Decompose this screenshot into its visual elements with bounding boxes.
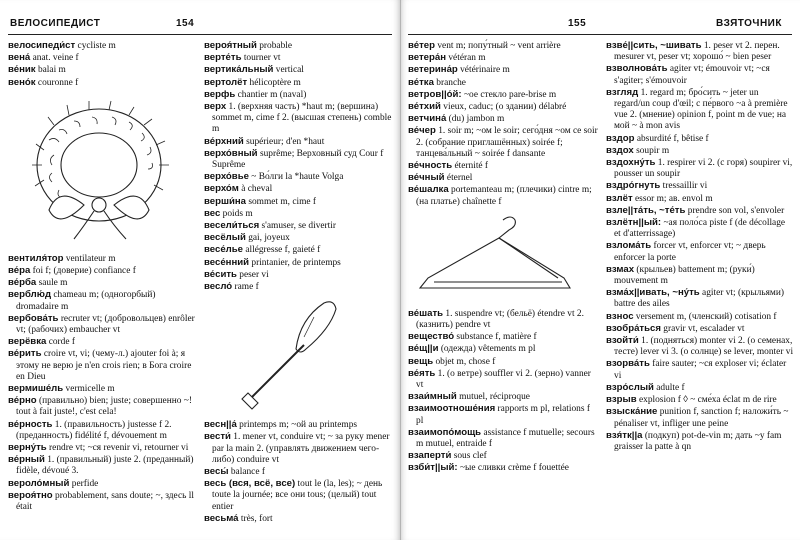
dictionary-entry	[8, 490, 196, 513]
dictionary-entry	[8, 52, 196, 64]
entry-headword: весели́ться	[204, 220, 260, 232]
dictionary-entry	[606, 133, 794, 145]
entry-headword: взмах	[606, 263, 635, 275]
entry-definition: portemanteau m; (плечики) cintre m; (на платье) chaînette f	[416, 185, 592, 207]
entry-definition: prendre son vol, s'envoler	[685, 205, 785, 216]
entry-headword: ве́шать	[408, 307, 444, 319]
entry-headword: взле||та́ть, ~те́ть	[606, 204, 686, 216]
dictionary-entry	[8, 348, 196, 383]
entry-headword: верхо́вный	[204, 147, 258, 159]
column-left-2	[204, 40, 394, 525]
dictionary-entry	[8, 289, 196, 312]
wreath-illustration	[14, 95, 194, 245]
dictionary-entry	[606, 264, 794, 287]
entry-definition: printanier, de printemps	[249, 257, 341, 268]
dictionary-entry	[8, 40, 196, 52]
entry-definition: couronne f	[35, 77, 79, 88]
dictionary-entry	[606, 406, 794, 429]
dictionary-entry	[408, 403, 598, 426]
dictionary-entry	[204, 269, 394, 281]
dictionary-entry	[204, 40, 394, 52]
entry-definition: tout le (la, les); ~ день toute la journée; все они tous; (целый) tout entier	[212, 479, 383, 512]
dictionary-entry	[8, 64, 196, 76]
entry-definition: ventilateur m	[63, 253, 116, 264]
page-number-right: 155	[568, 18, 587, 29]
entries-top	[408, 40, 598, 208]
entry-headword: взлома́ть	[606, 240, 652, 252]
dictionary-entry	[204, 257, 394, 269]
right-page	[400, 0, 800, 540]
dictionary-entry	[408, 113, 598, 125]
entry-headword: вздор	[606, 132, 635, 144]
entry-definition: 1. soir m; ~ом le soir; сего́дня ~ом ce soir 2. (собрание приглашённых) soirée f; танцева́льный ~ soirée f dansante	[416, 126, 598, 159]
entry-headword: весе́лье	[204, 244, 243, 256]
entry-headword: вертика́льный	[204, 64, 274, 76]
dictionary-entry	[8, 395, 196, 418]
entry-headword: взма́х||ивать, ~ну́ть	[606, 287, 700, 299]
entry-definition: printemps m; ~ой au printemps	[236, 420, 358, 431]
entry-definition: rendre vt; ~ся revenir vi, retourner vi	[46, 443, 189, 454]
entry-definition: ~ Во́лги la *haute Volga	[248, 172, 344, 183]
entry-headword: верх	[204, 101, 227, 113]
dictionary-entry	[204, 513, 394, 525]
entry-headword: верну́ть	[8, 442, 47, 454]
entry-headword: ве́рба	[8, 277, 37, 289]
header-rule	[408, 34, 792, 35]
dictionary-entry	[8, 442, 196, 454]
entry-headword: взаперти́	[408, 450, 452, 462]
dictionary-entry	[204, 244, 394, 256]
entry-definition: très, fort	[238, 513, 273, 524]
entry-headword: ве́тер	[408, 40, 436, 51]
dictionary-entry	[606, 157, 794, 180]
dictionary-entry	[408, 172, 598, 184]
dictionary-entry	[408, 308, 598, 331]
hanger-illustration	[408, 212, 588, 302]
entry-headword: взя́тк||а	[606, 429, 643, 441]
entry-definition: sommet m, cime f	[246, 196, 317, 207]
dictionary-entry	[408, 368, 598, 391]
dictionary-entry	[204, 136, 394, 148]
entry-headword: ве́шалка	[408, 184, 449, 196]
entry-headword: взби́т||ый:	[408, 462, 458, 474]
entry-headword: вено́к	[8, 76, 36, 88]
entry-headword: взойти́	[606, 335, 639, 347]
dictionary-entry	[204, 196, 394, 208]
entry-definition: ~ые сливки crème f fouettée	[457, 463, 569, 474]
dictionary-entry	[408, 462, 598, 474]
dictionary-entry	[408, 77, 598, 89]
entry-headword: верёвка	[8, 336, 47, 348]
entry-headword: весло́	[204, 281, 233, 293]
entry-definition: soupir m	[633, 145, 670, 156]
entry-definition: branche	[433, 77, 466, 88]
entry-headword: весы́	[204, 466, 229, 478]
entries-top	[204, 40, 394, 293]
entry-definition: vétéran m	[446, 53, 486, 64]
dictionary-entry	[204, 220, 394, 232]
entry-headword: ве́рить	[8, 348, 42, 360]
entry-definition: éternité f	[452, 161, 489, 172]
entry-headword: велосипеди́ст	[8, 40, 76, 51]
dictionary-entry	[8, 313, 196, 336]
dictionary-entry	[408, 184, 598, 207]
entry-definition: croire vt, vi; (чему-л.) ajouter foi à; я этому не верю je n'en crois rien; в Бога croire en Dieu	[16, 349, 192, 382]
dictionary-entry	[204, 101, 394, 136]
dictionary-entry	[606, 217, 794, 240]
entry-definition: rapports m pl, relations f pl	[416, 404, 590, 426]
entry-headword: ве́сить	[204, 268, 237, 280]
dictionary-entry	[606, 180, 794, 192]
entries-bottom	[408, 308, 598, 475]
dictionary-entry	[204, 419, 394, 431]
dictionary-entry	[606, 394, 794, 406]
entry-definition: 1. (подняться) monter vi 2. (о семенах, тесте) lever vi 3. (о солнце) se lever, monter vi	[614, 336, 794, 358]
entry-definition: corde f	[46, 337, 75, 348]
entry-definition: mutuel, réciproque	[456, 392, 530, 403]
oar-illustration	[204, 297, 384, 415]
dictionary-entry	[408, 125, 598, 160]
entry-headword: вермише́ль	[8, 383, 64, 395]
entry-definition: 1. regard m; бро́сить ~ jeter un regard/un coup d'œil; с пе́рвого ~а à première vue 2. (мнение) opinion f, point m de vue; на мой ~ à mon avis	[614, 87, 788, 132]
dictionary-entry	[8, 336, 196, 348]
entry-headword: вероло́мный	[8, 477, 70, 489]
entry-headword: взлёт	[606, 192, 633, 204]
column-right-2	[606, 40, 794, 453]
dictionary-entry	[408, 391, 598, 403]
entry-definition: allégresse f, gaieté f	[242, 245, 321, 256]
entry-definition: à cheval	[238, 184, 273, 195]
header-rule	[8, 34, 392, 35]
entry-headword: взобра́ться	[606, 322, 661, 334]
dictionary-entry	[408, 40, 598, 52]
page-number-left: 154	[176, 18, 195, 29]
entry-definition: 1. peser vt 2. перен. mesurer vt, peser vt; хорошо́ ~ bien peser	[614, 41, 780, 63]
dictionary-entry	[408, 427, 598, 450]
entry-headword: взро́слый	[606, 381, 654, 393]
entry-definition: vieux, caduc; (о здании) délabré	[440, 102, 567, 113]
entry-definition: 1. (верхняя часть) *haut m; (вершина) sommet m, cime f 2. (высшая степень) comble m	[212, 102, 392, 135]
entry-definition: éternel	[444, 173, 473, 184]
dictionary-entry	[408, 450, 598, 462]
entry-definition: agiter vt; émouvoir vt; ~ся s'agiter; s'émouvoir	[614, 64, 770, 86]
entry-definition: anat. veine f	[30, 53, 79, 64]
entry-definition: probable	[256, 41, 293, 51]
entry-definition: s'amuser, se divertir	[259, 221, 336, 232]
entry-definition: chantier m (naval)	[235, 89, 307, 100]
dictionary-entry	[606, 323, 794, 335]
dictionary-entry	[204, 52, 394, 64]
entry-headword: верблю́д	[8, 289, 52, 301]
entry-headword: взорва́ть	[606, 358, 650, 370]
dictionary-entry	[204, 183, 394, 195]
entry-definition: versement m, (членский) cotisation f	[633, 311, 777, 322]
entry-definition: hélicoptère m	[247, 77, 301, 88]
entry-headword: ве́ять	[408, 367, 436, 379]
entry-definition: assistance f mutuelle; secours m mutuel, entraide f	[416, 427, 595, 450]
dictionary-entry	[204, 232, 394, 244]
entry-definition: gai, joyeux	[245, 233, 290, 244]
entry-headword: ве́тка	[408, 76, 434, 88]
entry-headword: ве́ник	[8, 64, 36, 76]
entry-definition: rame f	[232, 282, 259, 293]
entry-definition: cycliste m	[75, 41, 116, 51]
entry-definition: adulte f	[653, 382, 685, 393]
entry-headword: вербова́ть	[8, 312, 59, 324]
dictionary-entry	[408, 52, 598, 64]
entry-definition: poids m	[220, 208, 253, 219]
dictionary-entry	[408, 89, 598, 101]
dictionary-entry	[8, 77, 196, 89]
entry-definition: chameau m; (одногорбый) dromadaire m	[16, 290, 156, 312]
entry-definition: (одежда) vêtements m pl	[438, 344, 536, 355]
dictionary-entry	[8, 265, 196, 277]
dictionary-entry	[606, 240, 794, 263]
dictionary-entry	[606, 335, 794, 358]
entry-headword: ветров||о́й:	[408, 88, 462, 100]
column-left-1	[8, 40, 196, 513]
dictionary-entry	[204, 89, 394, 101]
entry-definition: faire sauter; ~ся exploser vi; éclater vi	[614, 359, 787, 381]
dictionary-entry	[606, 193, 794, 205]
entry-definition: essor m; ав. envol m	[632, 193, 713, 204]
entries-bottom	[8, 253, 196, 513]
entry-headword: ве́чность	[408, 160, 453, 172]
entry-headword: вещь	[408, 355, 434, 367]
entry-headword: весёлый	[204, 232, 246, 244]
entry-definition: perfide	[69, 478, 99, 489]
entry-definition: vertical	[273, 65, 304, 76]
entry-headword: ве́ра	[8, 265, 31, 277]
running-head-left: ВЕЛОСИПЕДИСТ	[10, 18, 101, 29]
entry-definition: supérieur; d'en *haut	[243, 136, 325, 147]
entry-definition: gravir vt, escalader vt	[660, 323, 745, 334]
dictionary-entry	[204, 64, 394, 76]
entry-headword: ве́чный	[408, 172, 445, 184]
dictionary-entry	[606, 287, 794, 310]
entry-definition: (крыльев) battement m; (руки́) mouvement m	[614, 264, 755, 287]
entry-definition: 1. suspendre vt; (бельё) étendre vt 2. (казнить) pendre vt	[416, 308, 584, 331]
entry-definition: ~ое стекло pare-brise m	[461, 89, 557, 100]
entry-headword: верхо́вье	[204, 171, 249, 183]
entry-definition: substance f, matière f	[454, 332, 537, 343]
entry-headword: ве́тхий	[408, 101, 441, 113]
dictionary-entry	[408, 101, 598, 113]
dictionary-entry	[606, 205, 794, 217]
entry-headword: взнос	[606, 310, 634, 322]
dictionary-entry	[8, 478, 196, 490]
entries-top	[8, 40, 196, 89]
entries-bottom	[204, 419, 394, 525]
entry-definition: punition f, sanction f; наложи́ть ~ pénaliser vt, infliger une peine	[614, 407, 789, 429]
entry-definition: foi f; (доверие) confiance f	[30, 266, 136, 277]
dictionary-entry	[408, 343, 598, 355]
running-head-right: ВЗЯТОЧНИК	[716, 18, 782, 29]
entry-definition: recruter vt; (добровольцев) enrôler vt; (рабочих) embaucher vt	[16, 313, 195, 336]
entry-headword: взгляд	[606, 86, 639, 98]
dictionary-entry	[204, 171, 394, 183]
entry-definition: 1. respirer vi 2. (с горя) soupirer vi, pousser un soupir	[614, 158, 793, 180]
entry-headword: ве́чер	[408, 125, 436, 137]
entry-headword: вена́	[8, 52, 31, 64]
entry-definition: ~ая поло́са piste f (de décollage et d'atterrissage)	[614, 218, 786, 240]
entry-headword: взве́||сить, ~шивать	[606, 40, 702, 51]
dictionary-entry	[606, 358, 794, 381]
entry-definition: forcer vt, enforcer vt; ~ дверь enforcer la porte	[614, 241, 766, 263]
dictionary-entry	[606, 311, 794, 323]
entry-headword: верши́на	[204, 195, 246, 207]
dictionary-entry	[8, 454, 196, 477]
entry-definition: 1. (правильный) juste 2. (преданный) fidèle, dévoué 3.	[16, 455, 194, 477]
entry-headword: весь (вся, всё, все)	[204, 478, 296, 490]
dictionary-entry	[204, 431, 394, 466]
entry-headword: вздохну́ть	[606, 157, 656, 169]
entry-headword: вероя́тно	[8, 489, 53, 501]
dictionary-entry	[606, 382, 794, 394]
entry-definition: (правильно) bien; juste; совершенно ~! tout à fait juste!, c'est cela!	[16, 396, 192, 418]
entry-headword: взаи́мный	[408, 391, 457, 403]
entry-definition: explosion f ◊ ~ сме́ха éclat m de rire	[636, 395, 777, 406]
entry-definition: tressaillir vi	[660, 181, 708, 192]
entry-headword: вести́	[204, 431, 231, 443]
entry-definition: vermicelle m	[63, 384, 115, 395]
entry-definition: tourner vt	[241, 53, 281, 64]
entry-definition: sous clef	[451, 451, 487, 462]
dictionary-entry	[606, 63, 794, 86]
entry-headword: вздох	[606, 144, 634, 156]
dictionary-entry	[204, 148, 394, 171]
dictionary-entry	[8, 383, 196, 395]
entry-definition: vent m; попу́тный ~ vent arrière	[435, 41, 561, 51]
entry-headword: взрыв	[606, 394, 637, 406]
entry-definition: vétérinaire m	[457, 65, 510, 76]
dictionary-entry	[606, 145, 794, 157]
entry-headword: ве́рность	[8, 418, 53, 430]
entry-headword: весн||а́	[204, 419, 237, 431]
entry-headword: верхо́м	[204, 183, 239, 195]
dictionary-entry	[204, 208, 394, 220]
entry-definition: peser vi	[236, 269, 269, 280]
entry-headword: весьма́	[204, 512, 239, 524]
dictionary-entry	[606, 87, 794, 133]
dictionary-entry	[408, 331, 598, 343]
entry-definition: probablement, sans doute; ~, здесь ll était	[16, 490, 194, 513]
entry-headword: ветера́н	[408, 52, 447, 64]
entry-headword: ветчина́	[408, 113, 447, 125]
entry-headword: вес	[204, 207, 221, 219]
entry-headword: вещество́	[408, 331, 455, 343]
dictionary-entry	[204, 466, 394, 478]
dictionary-entry	[204, 77, 394, 89]
entry-definition: suprême; Верховный суд Cour f Suprême	[212, 148, 384, 171]
entry-headword: верфь	[204, 88, 236, 100]
entry-headword: вероя́тный	[204, 40, 257, 51]
entry-headword: взлётн||ый:	[606, 217, 662, 229]
dictionary-entry	[204, 281, 394, 293]
entry-headword: взволнова́ть	[606, 63, 668, 75]
entry-definition: 1. mener vt, conduire vt; ~ за руку mener par la main 2. (управлять движением чего-либо) conduire vt	[212, 432, 390, 465]
entry-headword: вздро́гнуть	[606, 180, 661, 192]
dictionary-entry	[408, 160, 598, 172]
entry-definition: agiter vt; (крыльями) battre des ailes	[614, 288, 784, 310]
dictionary-entry	[606, 430, 794, 453]
entry-definition: 1. (о ветре) souffler vi 2. (зерно) vanner vt	[416, 368, 591, 391]
entry-definition: (подкуп) pot-de-vin m; дать ~у fam graisser la patte à qn	[614, 430, 782, 452]
column-right-1	[408, 40, 598, 475]
entry-definition: absurdité f, bêtise f	[634, 133, 709, 144]
entry-definition: objet m, chose f	[433, 356, 496, 367]
dictionary-entry	[606, 40, 794, 63]
entry-definition: saule m	[36, 278, 68, 289]
dictionary-entry	[408, 356, 598, 368]
entry-headword: взыска́ние	[606, 406, 658, 418]
entry-headword: вентиля́тор	[8, 252, 64, 264]
dictionary-entry	[408, 64, 598, 76]
entry-headword: ве́рхний	[204, 135, 244, 147]
entry-headword: взаимопо́мощь	[408, 426, 482, 438]
entry-headword: вертолёт	[204, 76, 248, 88]
entry-headword: ве́щ||и	[408, 343, 439, 355]
entry-headword: ве́рно	[8, 395, 37, 407]
dictionary-entry	[8, 253, 196, 265]
entry-headword: верте́ть	[204, 52, 242, 64]
entry-headword: ве́рный	[8, 454, 45, 466]
dictionary-entry	[8, 277, 196, 289]
entry-definition: balai m	[35, 65, 66, 76]
entry-definition: balance f	[228, 467, 265, 478]
entry-headword: весе́нний	[204, 256, 250, 268]
entry-definition: (du) jambon m	[446, 114, 505, 125]
dictionary-entry	[204, 478, 394, 513]
entry-definition: 1. (правильность) justesse f 2. (преданность) fidélité f, dévouement m	[16, 419, 172, 441]
entry-headword: ветерина́р	[408, 64, 458, 76]
dictionary-entry	[8, 419, 196, 442]
entry-headword: взаимоотноше́ния	[408, 403, 496, 415]
